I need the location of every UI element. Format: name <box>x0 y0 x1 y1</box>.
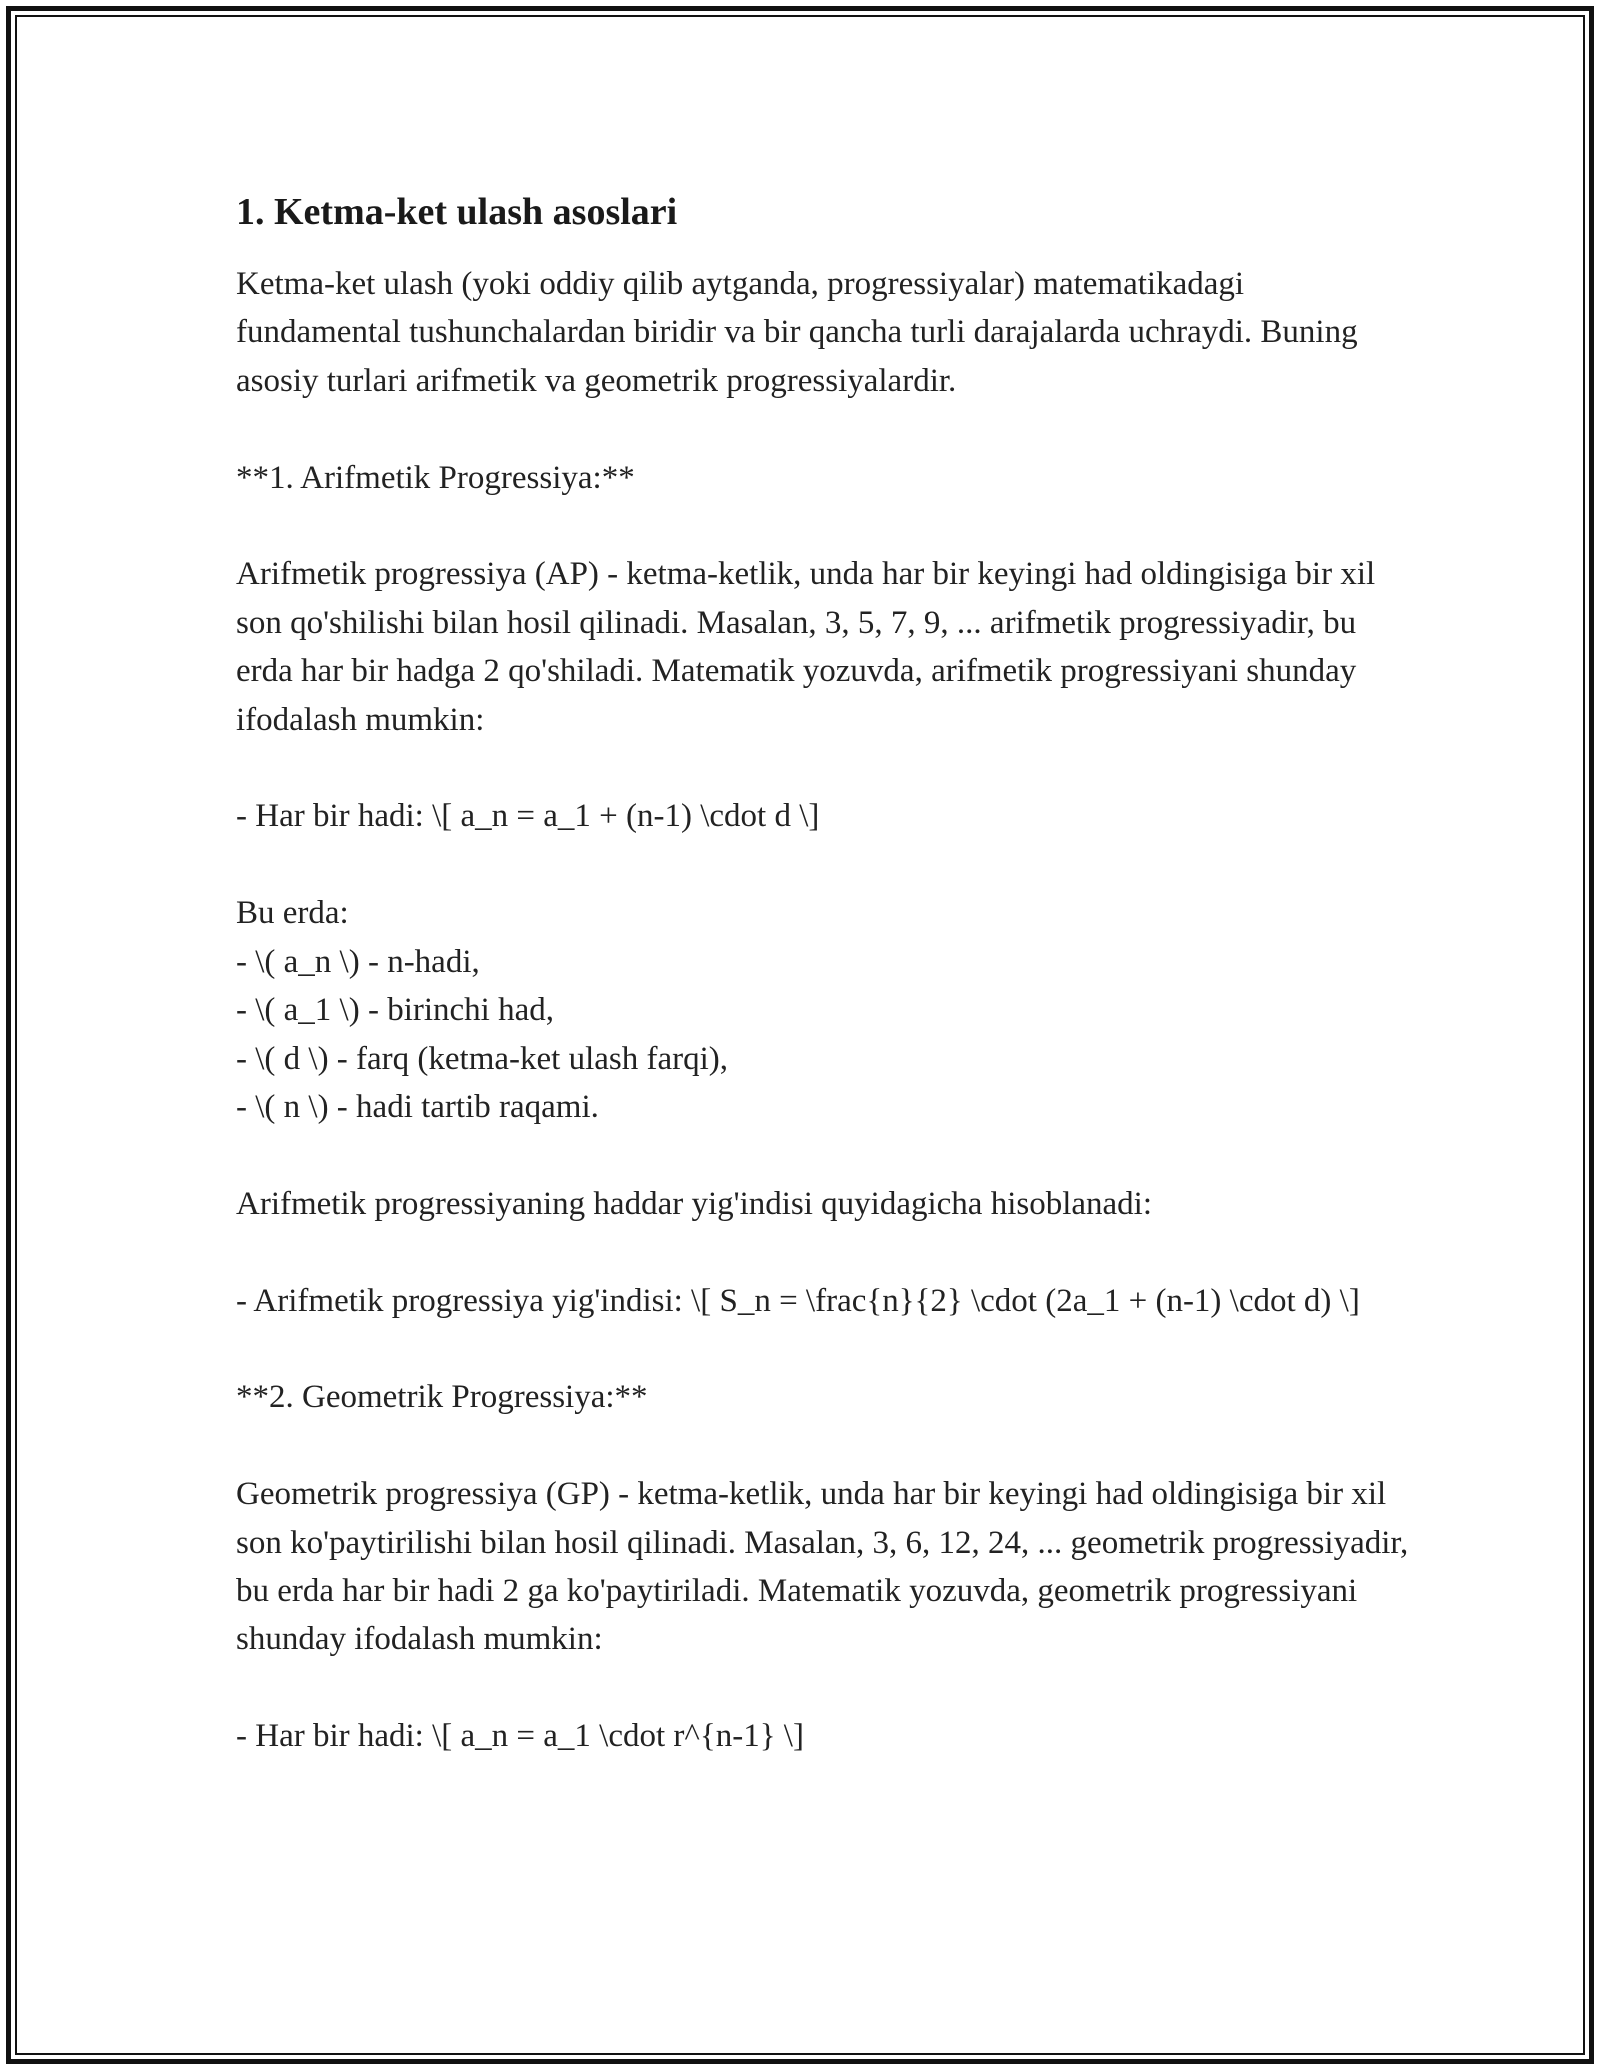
document-content <box>236 186 1416 1761</box>
body-text: Ketma-ket ulash (yoki oddiy qilib aytganda, progressiyalar) matematikadagi fundamental tushunchalardan biridir va bir qancha turli darajalarda uchraydi. Buning asosiy turlari arifmetik va geometrik progressiyalardir. **1. Arifmetik Progressiya:** Arifmetik progressiya (AP) - ketma-ketlik, unda har bir keyingi had oldingisiga bir xil son qo'shilishi bilan hosil qilinadi. Masalan, 3, 5, 7, 9, ... arifmetik progressiyadir, bu erda har bir hadga 2 qo'shiladi. Matematik yozuvda, arifmetik progressiyani shunday ifodalash mumkin: - Har bir hadi: \[ a_n = a_1 + (n-1) \cdot d \] Bu erda: - \( a_n \) - n-hadi, - \( a_1 \) - birinchi had, - \( d \) - farq (ketma-ket ulash farqi), - \( n \) - hadi tartib raqami. Arifmetik progressiyaning haddar yig'indisi quyidagicha hisoblanadi: - Arifmetik progressiya yig'indisi: \[ S_n = \frac{n}{2} \cdot (2a_1 + (n-1) \cdot d) \] **2. Geometrik Progressiya:** Geometrik progressiya (GP) - ketma-ketlik, unda har bir keyingi had oldingisiga bir xil son ko'paytirilishi bilan hosil qilinadi. Masalan, 3, 6, 12, 24, ... geometrik progressiyadir, bu erda har bir hadi 2 ga ko'paytiriladi. Matematik yozuvda, geometrik progressiyani shunday ifodalash mumkin: - Har bir hadi: \[ a_n = a_1 \cdot r^{n-1} \] <box>236 266 1409 1755</box>
section-heading: 1. Ketma-ket ulash asoslari <box>236 191 678 233</box>
